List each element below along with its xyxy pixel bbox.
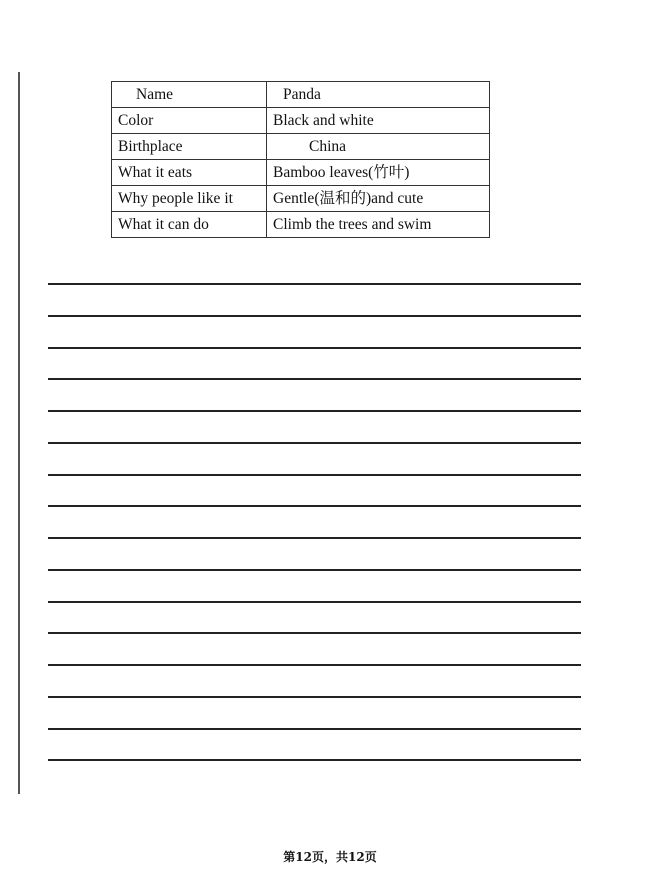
table-row (112, 82, 490, 108)
writing-line[interactable] (48, 347, 581, 349)
writing-line[interactable] (48, 759, 581, 761)
row-label-name: Name (112, 82, 267, 108)
writing-line[interactable] (48, 315, 581, 317)
table-row (112, 160, 490, 186)
writing-line[interactable] (48, 569, 581, 571)
writing-line[interactable] (48, 664, 581, 666)
panda-info-table (111, 81, 490, 238)
row-label-why-liked: Why people like it (112, 186, 267, 212)
writing-line[interactable] (48, 283, 581, 285)
row-label-abilities: What it can do (112, 212, 267, 238)
row-value-why-liked: Gentle(温和的)and cute (267, 186, 490, 212)
writing-line[interactable] (48, 728, 581, 730)
writing-line[interactable] (48, 537, 581, 539)
row-value-color: Black and white (267, 108, 490, 134)
page-number-footer: 第12页，共12页 (283, 850, 377, 864)
page-margin-line (18, 72, 20, 794)
table-row (112, 108, 490, 134)
writing-line[interactable] (48, 696, 581, 698)
writing-line[interactable] (48, 632, 581, 634)
writing-line[interactable] (48, 505, 581, 507)
writing-line[interactable] (48, 601, 581, 603)
row-value-food: Bamboo leaves(竹叶) (267, 160, 490, 186)
writing-line[interactable] (48, 378, 581, 380)
row-value-abilities: Climb the trees and swim (267, 212, 490, 238)
table-row (112, 134, 490, 160)
row-label-color: Color (112, 108, 267, 134)
table-row (112, 186, 490, 212)
writing-line[interactable] (48, 474, 581, 476)
row-label-food: What it eats (112, 160, 267, 186)
row-label-birthplace: Birthplace (112, 134, 267, 160)
writing-area[interactable] (48, 283, 581, 761)
writing-line[interactable] (48, 442, 581, 444)
row-value-birthplace: China (267, 134, 490, 160)
table-row (112, 212, 490, 238)
row-value-name: Panda (267, 82, 490, 108)
writing-line[interactable] (48, 410, 581, 412)
